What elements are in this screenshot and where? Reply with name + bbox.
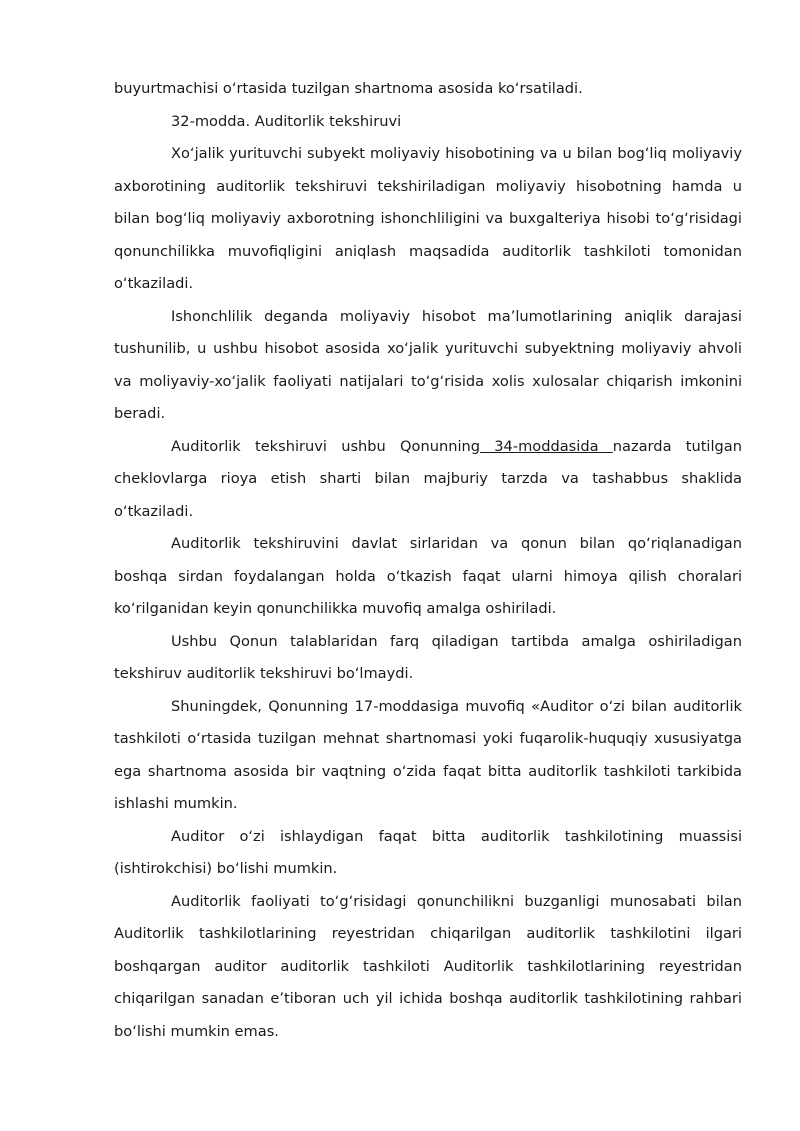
paragraph-continuation: buyurtmachisi o‘rtasida tuzilgan shartnoma asosida ko‘rsatiladi.	[114, 80, 583, 97]
paragraph: Auditor o‘zi ishlaydigan faqat bitta auditorlik tashkilotining muassisi (ishtirokchisi) bo‘lishi mumkin.	[114, 827, 742, 877]
paragraph: Auditorlik faoliyati to‘g‘risidagi qonunchilikni buzganligi munosabati bilan Auditorlik tashkilotlarining reyestridan chiqarilgan auditorlik tashkilotini ilgari boshqargan auditor auditorlik tashkiloti Auditorlik tashkilotlarining reyestridan chiqarilgan sanadan e’tiboran uch yil ichida boshqa auditorlik tashkilotining rahbari bo‘lishi mumkin emas.	[114, 892, 742, 1040]
paragraph: Shuningdek, Qonunning 17-moddasiga muvofiq «Auditor o‘zi bilan auditorlik tashkiloti o‘rtasida tuzilgan mehnat shartnomasi yoki fuqarolik-huquqiy xususiyatga ega shartnoma asosida bir vaqtning o‘zida faqat bitta auditorlik tashkiloti tarkibida ishlashi mumkin.	[114, 697, 742, 812]
paragraph: Auditorlik tekshiruvini davlat sirlaridan va qonun bilan qo‘riqlanadigan boshqa sirdan foydalangan holda o‘tkazish faqat ularni himoya qilish choralari ko‘rilganidan keyin qonunchilikka muvofiq amalga oshiriladi.	[114, 535, 742, 617]
article-34-link[interactable]: 34-moddasida	[480, 437, 613, 455]
document-body	[114, 73, 742, 1048]
article-heading: 32-modda. Auditorlik tekshiruvi	[171, 112, 402, 130]
paragraph-with-link	[114, 431, 742, 529]
paragraph-text: Auditorlik tekshiruvi ushbu Qonunning	[171, 437, 481, 455]
paragraph: Ushbu Qonun talablaridan farq qiladigan tartibda amalga oshiriladigan tekshiruv auditorlik tekshiruvi bo‘lmaydi.	[114, 632, 742, 682]
paragraph: Xo‘jalik yurituvchi subyekt moliyaviy hisobotining va u bilan bog‘liq moliyaviy axborotining auditorlik tekshiruvi tekshiriladigan moliyaviy hisobotning hamda u bilan bog‘liq moliyaviy axborotning ishonchliligini va buxgalteriya hisobi to‘g‘risidagi qonunchilikka muvofiqligini aniqlash maqsadida auditorlik tashkiloti tomonidan o‘tkaziladi.	[114, 145, 742, 292]
paragraph-text: nazarda tutilgan cheklovlarga rioya etish sharti bilan majburiy tarzda va tashabbus shaklida o‘tkaziladi.	[114, 437, 742, 520]
paragraph: Ishonchlilik deganda moliyaviy hisobot ma’lumotlarining aniqlik darajasi tushunilib, u ushbu hisobot asosida xo‘jalik yurituvchi subyektning moliyaviy ahvoli va moliyaviy-xo‘jalik faoliyati natijalari to‘g‘risida xolis xulosalar chiqarish imkonini beradi.	[114, 307, 742, 422]
